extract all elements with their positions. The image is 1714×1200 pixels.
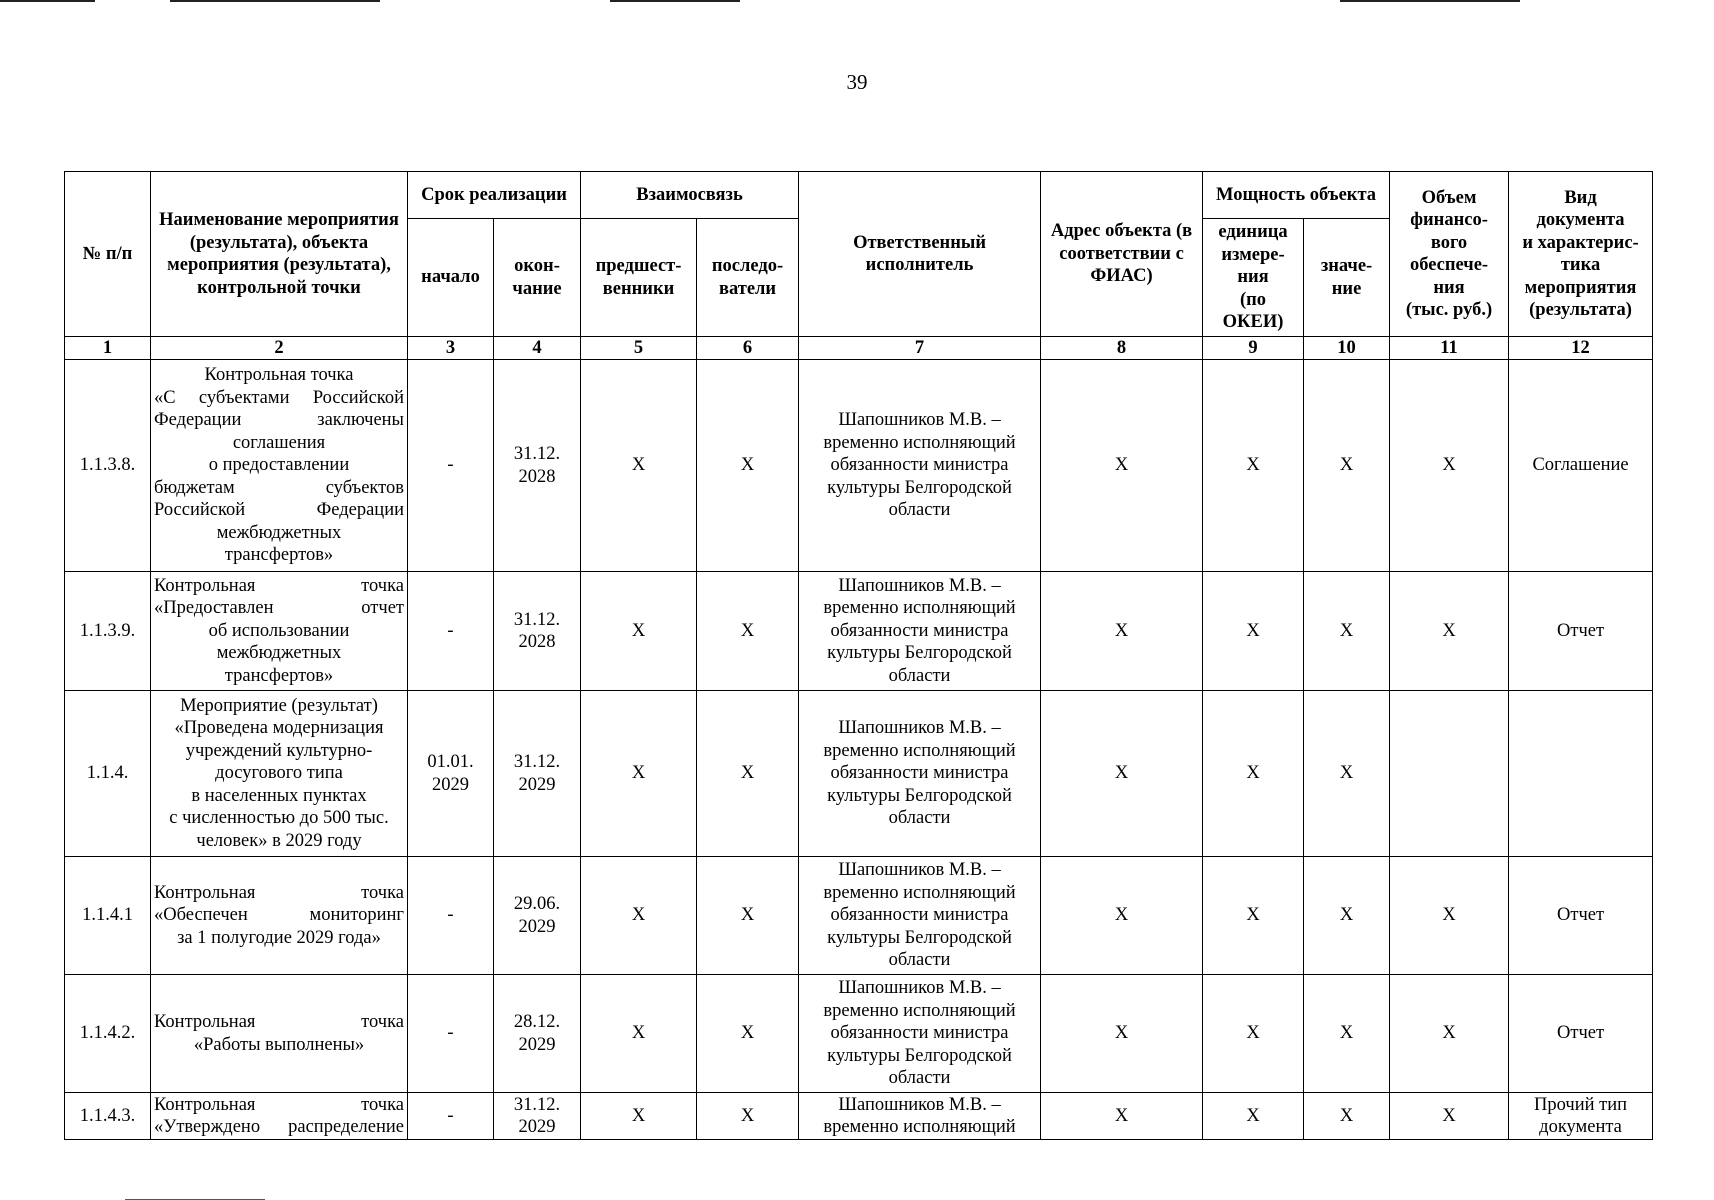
row-name: [151, 975, 408, 1093]
row-start-date: -: [408, 857, 494, 975]
name-line: досугового типа: [215, 763, 343, 784]
name-line: «Предоставлен отчет: [154, 598, 404, 619]
row-address: Х: [1041, 1093, 1203, 1140]
column-number: 11: [1390, 337, 1509, 360]
top-border-fragment: [0, 0, 95, 2]
name-line: Контрольная точка: [154, 1012, 404, 1032]
name-line: о предоставлении: [208, 455, 350, 476]
row-end-date: 29.06. 2029: [494, 857, 581, 975]
name-line: «Проведена модернизация: [174, 718, 384, 739]
column-number: 5: [581, 337, 697, 360]
column-number: 12: [1509, 337, 1653, 360]
header-relation: Взаимосвязь: [581, 172, 799, 219]
row-number: 1.1.4.3.: [65, 1093, 151, 1140]
name-line: Мероприятие (результат): [180, 695, 378, 716]
row-successors: Х: [697, 360, 799, 572]
table-row: [65, 360, 1653, 572]
row-end-date: 31.12. 2029: [494, 1093, 581, 1140]
row-number: 1.1.3.9.: [65, 572, 151, 691]
row-predecessors: Х: [581, 572, 697, 691]
row-unit: Х: [1203, 360, 1304, 572]
header-term-end: окон- чание: [494, 219, 581, 337]
row-end-date: 28.12. 2029: [494, 975, 581, 1093]
header-successors: последо- ватели: [697, 219, 799, 337]
row-address: Х: [1041, 572, 1203, 691]
header-term-start: начало: [408, 219, 494, 337]
top-border-fragment: [1340, 0, 1520, 2]
row-unit: Х: [1203, 691, 1304, 857]
name-line: об использовании: [208, 620, 350, 641]
row-start-date: -: [408, 572, 494, 691]
header-address: Адрес объекта (в соответствии с ФИАС): [1041, 172, 1203, 337]
row-address: Х: [1041, 975, 1203, 1093]
row-name: [151, 572, 408, 691]
row-predecessors: Х: [581, 975, 697, 1093]
row-start-date: -: [408, 975, 494, 1093]
row-successors: Х: [697, 572, 799, 691]
row-finance: Х: [1390, 1093, 1509, 1140]
name-line: Российской Федерации: [154, 500, 404, 521]
header-number: № п/п: [65, 172, 151, 337]
header-name: Наименование мероприятия (результата), объекта мероприятия (результата), контрольной точки: [151, 172, 408, 337]
row-value: Х: [1304, 857, 1390, 975]
name-line: Контрольная точка: [154, 882, 404, 903]
name-line: соглашения: [232, 432, 326, 453]
row-value: Х: [1304, 572, 1390, 691]
row-responsible: Шапошников М.В. – временно исполняющий обязанности министра культуры Белгородской области: [799, 572, 1041, 691]
name-line: «С субъектами Российской: [154, 387, 404, 408]
row-responsible: Шапошников М.В. – временно исполняющий обязанности министра культуры Белгородской области: [799, 691, 1041, 857]
column-number: 1: [65, 337, 151, 360]
row-unit: Х: [1203, 1093, 1304, 1140]
row-name: [151, 360, 408, 572]
name-line: с численностью до 500 тыс.: [169, 808, 389, 829]
header-value: значе- ние: [1304, 219, 1390, 337]
column-number: 8: [1041, 337, 1203, 360]
header-finance: Объем финансо- вого обеспече- ния (тыс. руб.): [1390, 172, 1509, 337]
row-finance: [1390, 691, 1509, 857]
row-end-date: 31.12. 2029: [494, 691, 581, 857]
name-line: межбюджетных: [216, 522, 342, 543]
row-predecessors: Х: [581, 691, 697, 857]
column-number: 4: [494, 337, 581, 360]
row-value: Х: [1304, 1093, 1390, 1140]
row-predecessors: Х: [581, 1093, 697, 1140]
row-value: Х: [1304, 360, 1390, 572]
row-start-date: 01.01. 2029: [408, 691, 494, 857]
row-doc-type: Прочий тип документа: [1509, 1093, 1653, 1140]
row-responsible: Шапошников М.В. – временно исполняющий обязанности министра культуры Белгородской области: [799, 975, 1041, 1093]
name-line: трансфертов»: [224, 665, 334, 686]
row-unit: Х: [1203, 857, 1304, 975]
row-end-date: 31.12. 2028: [494, 572, 581, 691]
row-unit: Х: [1203, 572, 1304, 691]
name-line: в населенных пунктах: [191, 785, 367, 806]
table-row: [65, 975, 1653, 1093]
row-unit: Х: [1203, 975, 1304, 1093]
header-predecessors: предшест- венники: [581, 219, 697, 337]
row-address: Х: [1041, 857, 1203, 975]
row-start-date: -: [408, 1093, 494, 1140]
name-line: «Работы выполнены»: [193, 1034, 365, 1055]
top-border-fragment: [610, 0, 740, 2]
row-successors: Х: [697, 1093, 799, 1140]
row-finance: Х: [1390, 975, 1509, 1093]
row-value: Х: [1304, 975, 1390, 1093]
top-border-fragment: [170, 0, 380, 2]
row-doc-type: Отчет: [1509, 975, 1653, 1093]
row-finance: Х: [1390, 572, 1509, 691]
row-predecessors: Х: [581, 857, 697, 975]
name-line: учреждений культурно-: [185, 740, 373, 761]
column-number: 3: [408, 337, 494, 360]
header-unit: единица измере- ния (по ОКЕИ): [1203, 219, 1304, 337]
row-responsible: Шапошников М.В. – временно исполняющий: [799, 1093, 1041, 1140]
row-name: [151, 1093, 408, 1140]
row-address: Х: [1041, 691, 1203, 857]
row-value: Х: [1304, 691, 1390, 857]
row-doc-type: Отчет: [1509, 572, 1653, 691]
header-doc-type: Вид документа и характерис- тика мероприятия (результата): [1509, 172, 1653, 337]
name-line: Контрольная точка: [154, 1094, 404, 1115]
row-doc-type: Соглашение: [1509, 360, 1653, 572]
name-line: «Утверждено распределение: [154, 1117, 404, 1137]
name-line: бюджетам субъектов: [154, 477, 404, 498]
column-number: 6: [697, 337, 799, 360]
row-number: 1.1.4.1: [65, 857, 151, 975]
row-number: 1.1.3.8.: [65, 360, 151, 572]
row-responsible: Шапошников М.В. – временно исполняющий обязанности министра культуры Белгородской области: [799, 360, 1041, 572]
row-successors: Х: [697, 975, 799, 1093]
row-end-date: 31.12. 2028: [494, 360, 581, 572]
header-capacity: Мощность объекта: [1203, 172, 1390, 219]
name-line: Контрольная точка: [154, 575, 404, 596]
row-name: [151, 857, 408, 975]
name-line: трансфертов»: [224, 545, 334, 566]
table-row: [65, 857, 1653, 975]
table-row: [65, 1093, 1653, 1140]
row-finance: Х: [1390, 360, 1509, 572]
row-name: [151, 691, 408, 857]
table-row: [65, 691, 1653, 857]
row-successors: Х: [697, 857, 799, 975]
column-number: 7: [799, 337, 1041, 360]
row-start-date: -: [408, 360, 494, 572]
row-predecessors: Х: [581, 360, 697, 572]
column-number: 10: [1304, 337, 1390, 360]
page-number: 39: [846, 70, 868, 94]
row-successors: Х: [697, 691, 799, 857]
row-responsible: Шапошников М.В. – временно исполняющий обязанности министра культуры Белгородской области: [799, 857, 1041, 975]
name-line: «Обеспечен мониторинг: [154, 905, 404, 926]
row-number: 1.1.4.2.: [65, 975, 151, 1093]
name-line: межбюджетных: [216, 643, 342, 664]
row-address: Х: [1041, 360, 1203, 572]
name-line: Контрольная точка: [204, 365, 354, 386]
column-number: 9: [1203, 337, 1304, 360]
row-number: 1.1.4.: [65, 691, 151, 857]
row-doc-type: [1509, 691, 1653, 857]
name-line: за 1 полугодие 2029 года»: [177, 927, 381, 948]
row-doc-type: Отчет: [1509, 857, 1653, 975]
row-finance: Х: [1390, 857, 1509, 975]
header-responsible: Ответственный исполнитель: [799, 172, 1041, 337]
name-line: человек» в 2029 году: [196, 830, 362, 851]
name-line: Федерации заключены: [154, 410, 404, 431]
plan-table: [64, 171, 1653, 1140]
header-term: Срок реализации: [408, 172, 581, 219]
column-number: 2: [151, 337, 408, 360]
table-row: [65, 572, 1653, 691]
